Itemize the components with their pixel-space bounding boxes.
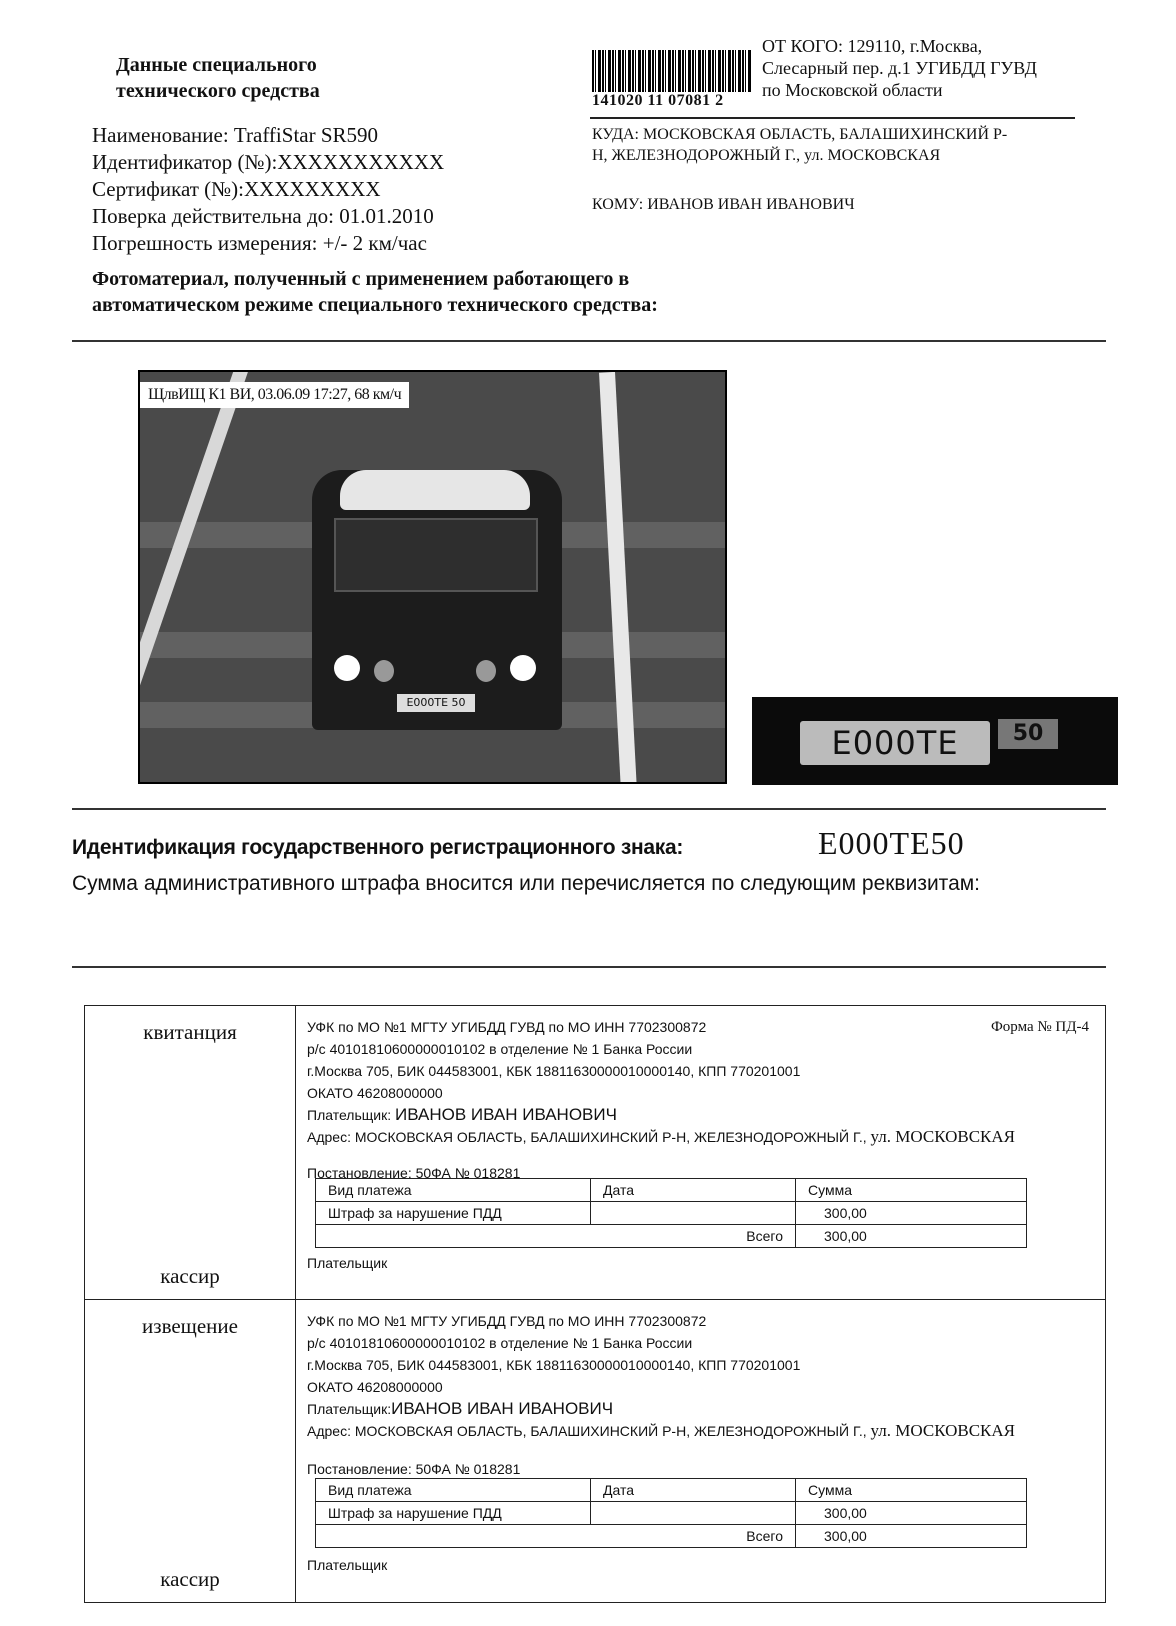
device-name: Наименование: TraffiStar SR590: [92, 123, 379, 147]
table-cell: [591, 1202, 796, 1225]
table-header-row: [316, 1179, 1027, 1202]
divider: [72, 966, 1106, 968]
divider: [72, 808, 1106, 810]
headlight-icon: [334, 655, 360, 681]
device-verification: Поверка действительна до: 01.01.2010: [92, 204, 434, 228]
payer-line: [307, 1104, 1097, 1126]
receipt-side-label: [85, 1300, 296, 1602]
table-header: Сумма: [796, 1479, 1027, 1502]
payee-line: УФК по МО №1 МГТУ УГИБДД ГУВД по МО ИНН 7702300872: [307, 1313, 707, 1329]
sender-line3: по Московской области: [762, 80, 943, 100]
recipient-line2: Н, ЖЕЛЕЗНОДОРОЖНЫЙ Г., ул. МОСКОВСКАЯ: [592, 147, 941, 164]
total-value: 300,00: [796, 1525, 1027, 1548]
device-title-line1: Данные специального: [116, 54, 317, 76]
okato-line: ОКАТО 46208000000: [307, 1085, 443, 1101]
receipt-details: [307, 1016, 1097, 1271]
address-line: [307, 1420, 1097, 1442]
okato-line: ОКАТО 46208000000: [307, 1379, 443, 1395]
total-value: 300,00: [796, 1225, 1027, 1248]
table-cell: Штраф за нарушение ПДД: [316, 1202, 591, 1225]
payer-signature-label: Плательщик: [307, 1557, 388, 1573]
receipt-izveshchenie: [85, 1300, 1105, 1602]
table-header: Сумма: [796, 1179, 1027, 1202]
barcode-number: 141020 11 07081 2: [592, 92, 724, 109]
form-number: Форма № ПД-4: [990, 1019, 1089, 1035]
receipt-title: извещение: [142, 1314, 238, 1338]
photo-heading: [92, 266, 658, 318]
device-title-line2: технического средства: [116, 80, 320, 102]
table-cell: Штраф за нарушение ПДД: [316, 1502, 591, 1525]
bank-codes-line: г.Москва 705, БИК 044583001, КБК 18811630000010000140, КПП 770201001: [307, 1357, 801, 1373]
foglight-icon: [374, 660, 394, 682]
address-line: [307, 1126, 1097, 1148]
payer-label: Плательщик:: [307, 1107, 395, 1123]
device-accuracy: Погрешность измерения: +/- 2 км/час: [92, 231, 427, 255]
bank-codes-line: г.Москва 705, БИК 044583001, КБК 18811630000010000140, КПП 770201001: [307, 1063, 801, 1079]
table-row: [316, 1502, 1027, 1525]
car-windshield: [334, 518, 538, 592]
payment-instructions: Сумма административного штрафа вносится или перечисляется по следующим реквизитам:: [72, 872, 981, 895]
payment-table: [315, 1178, 1027, 1248]
table-header: Вид платежа: [316, 1479, 591, 1502]
car-icon: [312, 470, 562, 730]
table-cell: [591, 1502, 796, 1525]
foglight-icon: [476, 660, 496, 682]
address-street: ул. МОСКОВСКАЯ: [870, 1127, 1016, 1146]
photo-heading-line1: Фотоматериал, полученный с применением работающего в: [92, 268, 630, 290]
table-header-row: [316, 1479, 1027, 1502]
address-label: Адрес: МОСКОВСКАЯ ОБЛАСТЬ, БАЛАШИХИНСКИЙ Р-Н, ЖЕЛЕЗНОДОРОЖНЫЙ Г.,: [307, 1129, 871, 1145]
resolution-number: Постановление: 50ФА № 018281: [307, 1461, 521, 1477]
table-cell: 300,00: [796, 1202, 1027, 1225]
car-roof: [340, 470, 530, 510]
total-label: Всего: [316, 1525, 796, 1548]
table-header: Вид платежа: [316, 1179, 591, 1202]
divider: [72, 340, 1106, 342]
payer-name: ИВАНОВ ИВАН ИВАНОВИЧ: [391, 1399, 614, 1418]
cashier-label: кассир: [160, 1567, 220, 1591]
recipient-name: КОМУ: ИВАНОВ ИВАН ИВАНОВИЧ: [592, 196, 855, 213]
headlight-icon: [510, 655, 536, 681]
resolution-number: Постановление: 50ФА № 018281: [307, 1165, 521, 1181]
address-label: Адрес: МОСКОВСКАЯ ОБЛАСТЬ, БАЛАШИХИНСКИЙ Р-Н, ЖЕЛЕЗНОДОРОЖНЫЙ Г.,: [307, 1423, 871, 1439]
table-header: Дата: [591, 1479, 796, 1502]
plate-crop-region: 50: [998, 719, 1058, 749]
table-row: [316, 1202, 1027, 1225]
photo-timestamp-stamp: ЩлвИЩ К1 ВИ, 03.06.09 17:27, 68 км/ч: [140, 382, 409, 408]
receipt-title: квитанция: [143, 1020, 237, 1044]
payer-name: ИВАНОВ ИВАН ИВАНОВИЧ: [395, 1105, 617, 1124]
payer-line: [307, 1398, 1097, 1420]
recipient-address: [592, 124, 1007, 166]
recipient-line1: КУДА: МОСКОВСКАЯ ОБЛАСТЬ, БАЛАШИХИНСКИЙ Р-: [592, 126, 1008, 143]
barcode-icon: [592, 50, 752, 92]
payment-table: [315, 1478, 1027, 1548]
payer-signature-label: Плательщик: [307, 1255, 388, 1271]
device-section-title: [116, 52, 320, 104]
car-license-plate: E000TE 50: [397, 694, 475, 712]
table-cell: 300,00: [796, 1502, 1027, 1525]
cashier-label: кассир: [160, 1264, 220, 1288]
payment-receipts: [84, 1005, 1106, 1603]
plate-identification-value: E000TE50: [818, 825, 965, 861]
payer-label: Плательщик:: [307, 1401, 392, 1417]
bank-account-line: р/с 40101810600000010102 в отделение № 1 Банка России: [307, 1041, 693, 1057]
receipt-details: [307, 1310, 1097, 1573]
address-street: ул. МОСКОВСКАЯ: [870, 1421, 1016, 1440]
table-total-row: [316, 1525, 1027, 1548]
plate-crop-photo: [752, 697, 1118, 785]
plate-identification-label: Идентификация государственного регистрационного знака:: [72, 836, 684, 859]
photo-heading-line2: автоматическом режиме специального технического средства:: [92, 294, 658, 316]
table-header: Дата: [591, 1179, 796, 1202]
sender-line2: Слесарный пер. д.1 УГИБДД ГУВД: [762, 58, 1037, 78]
divider: [590, 117, 1075, 119]
device-certificate: Сертификат (№):XXXXXXXXX: [92, 177, 381, 201]
plate-crop-number: E000TE: [800, 721, 990, 765]
receipt-side-label: [85, 1006, 296, 1299]
total-label: Всего: [316, 1225, 796, 1248]
device-fields: [92, 122, 444, 257]
sender-address: [762, 35, 1037, 101]
device-identifier: Идентификатор (№):XXXXXXXXXXX: [92, 150, 445, 174]
payee-line: УФК по МО №1 МГТУ УГИБДД ГУВД по МО ИНН 7702300872: [307, 1019, 707, 1035]
bank-account-line: р/с 40101810600000010102 в отделение № 1 Банка России: [307, 1335, 693, 1351]
table-total-row: [316, 1225, 1027, 1248]
camera-photo: [138, 370, 727, 784]
sender-line1: ОТ КОГО: 129110, г.Москва,: [762, 36, 983, 56]
receipt-kvitantsiya: [85, 1006, 1105, 1300]
